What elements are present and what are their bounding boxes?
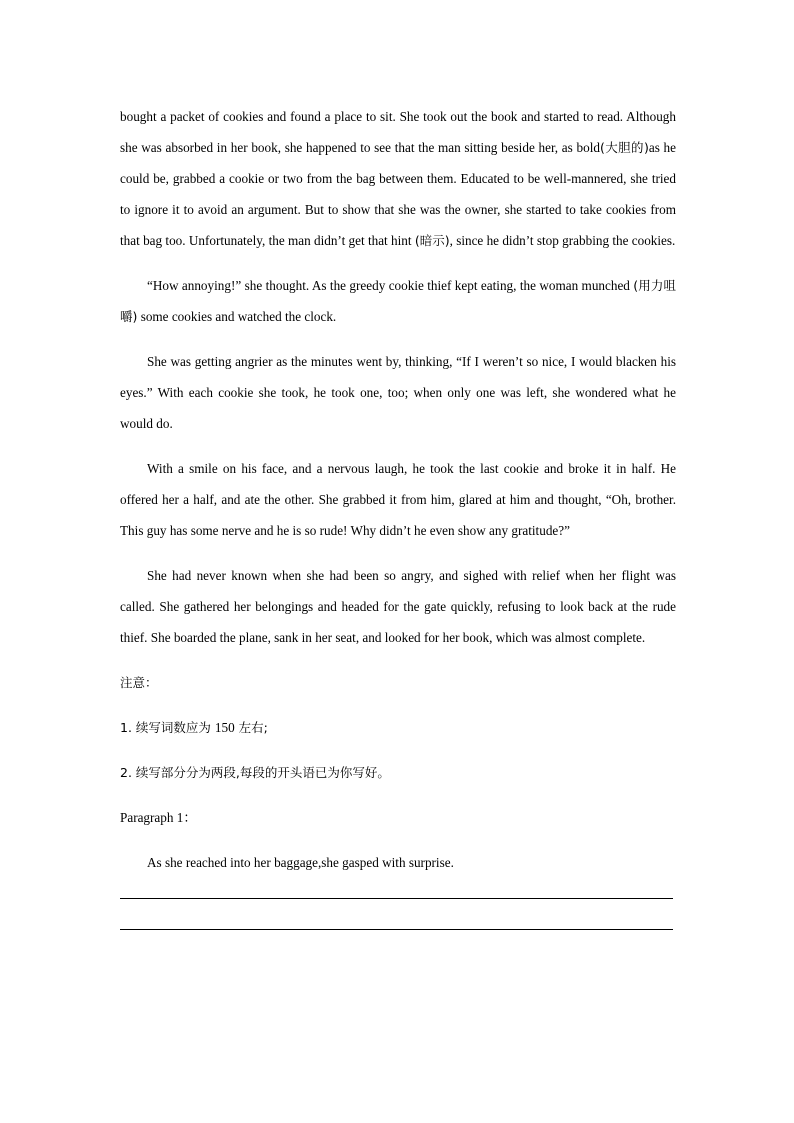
note-item-1-number: 150 <box>214 720 235 735</box>
story-paragraph-2 <box>120 270 676 332</box>
note-item-1-prefix: 1. 续写词数应为 <box>120 720 215 735</box>
note-item-2: 2. 续写部分分为两段,每段的开头语已为你写好。 <box>120 765 390 780</box>
paragraph-1-label: Paragraph 1： <box>120 810 197 825</box>
gloss-bold: (大胆的) <box>599 140 649 155</box>
notes-heading: 注意： <box>120 675 158 690</box>
note-item-1 <box>120 712 676 743</box>
story-p1-text-c: as he could be, grabbed a cookie or two from the bag between them. Educated to be well-mannered, she tried to ignore it to avoid an argument. But to show that she was the owner, she started to take cookies from that bag too. Unfortunately, the man didn’t get that hint <box>120 140 676 248</box>
story-paragraph-1 <box>120 101 676 256</box>
writing-line <box>120 898 673 899</box>
document-body <box>120 101 676 930</box>
story-p2-text-c: some cookies and watched the clock. <box>137 309 337 324</box>
story-p1-text-a: bought a packet of cookies and found a place to sit. She took out the book and started to read. Although she was absorbed in her book, she happened to see that the man sitting beside her, as bold <box>120 109 676 155</box>
story-p2-text-a: “How annoying!” she thought. As the greedy cookie thief kept eating, the woman munched <box>147 278 634 293</box>
note-item-1-suffix: 左右; <box>234 720 268 735</box>
gloss-hint: (暗示) <box>414 233 450 248</box>
story-paragraph-4: With a smile on his face, and a nervous laugh, he took the last cookie and broke it in half. He offered her a half, and ate the other. She grabbed it from him, glared at him and thought, “Oh, brother. This guy has some nerve and he is so rude! Why didn’t he even show any gratitude?” <box>120 461 676 538</box>
story-p1-text-e: , since he didn’t stop grabbing the cookies. <box>449 233 676 248</box>
gloss-munched: (用力咀嚼) <box>120 278 676 324</box>
paragraph-1-opening: As she reached into her baggage,she gasped with surprise. <box>147 855 454 870</box>
writing-line <box>120 929 673 930</box>
story-paragraph-5: She had never known when she had been so angry, and sighed with relief when her flight was called. She gathered her belongings and headed for the gate quickly, refusing to look back at the rude thief. She boarded the plane, sank in her seat, and looked for her book, which was almost complete. <box>120 568 676 645</box>
story-paragraph-3: She was getting angrier as the minutes went by, thinking, “If I weren’t so nice, I would blacken his eyes.” With each cookie she took, he took one, too; when only one was left, she wondered what he would do. <box>120 354 676 431</box>
